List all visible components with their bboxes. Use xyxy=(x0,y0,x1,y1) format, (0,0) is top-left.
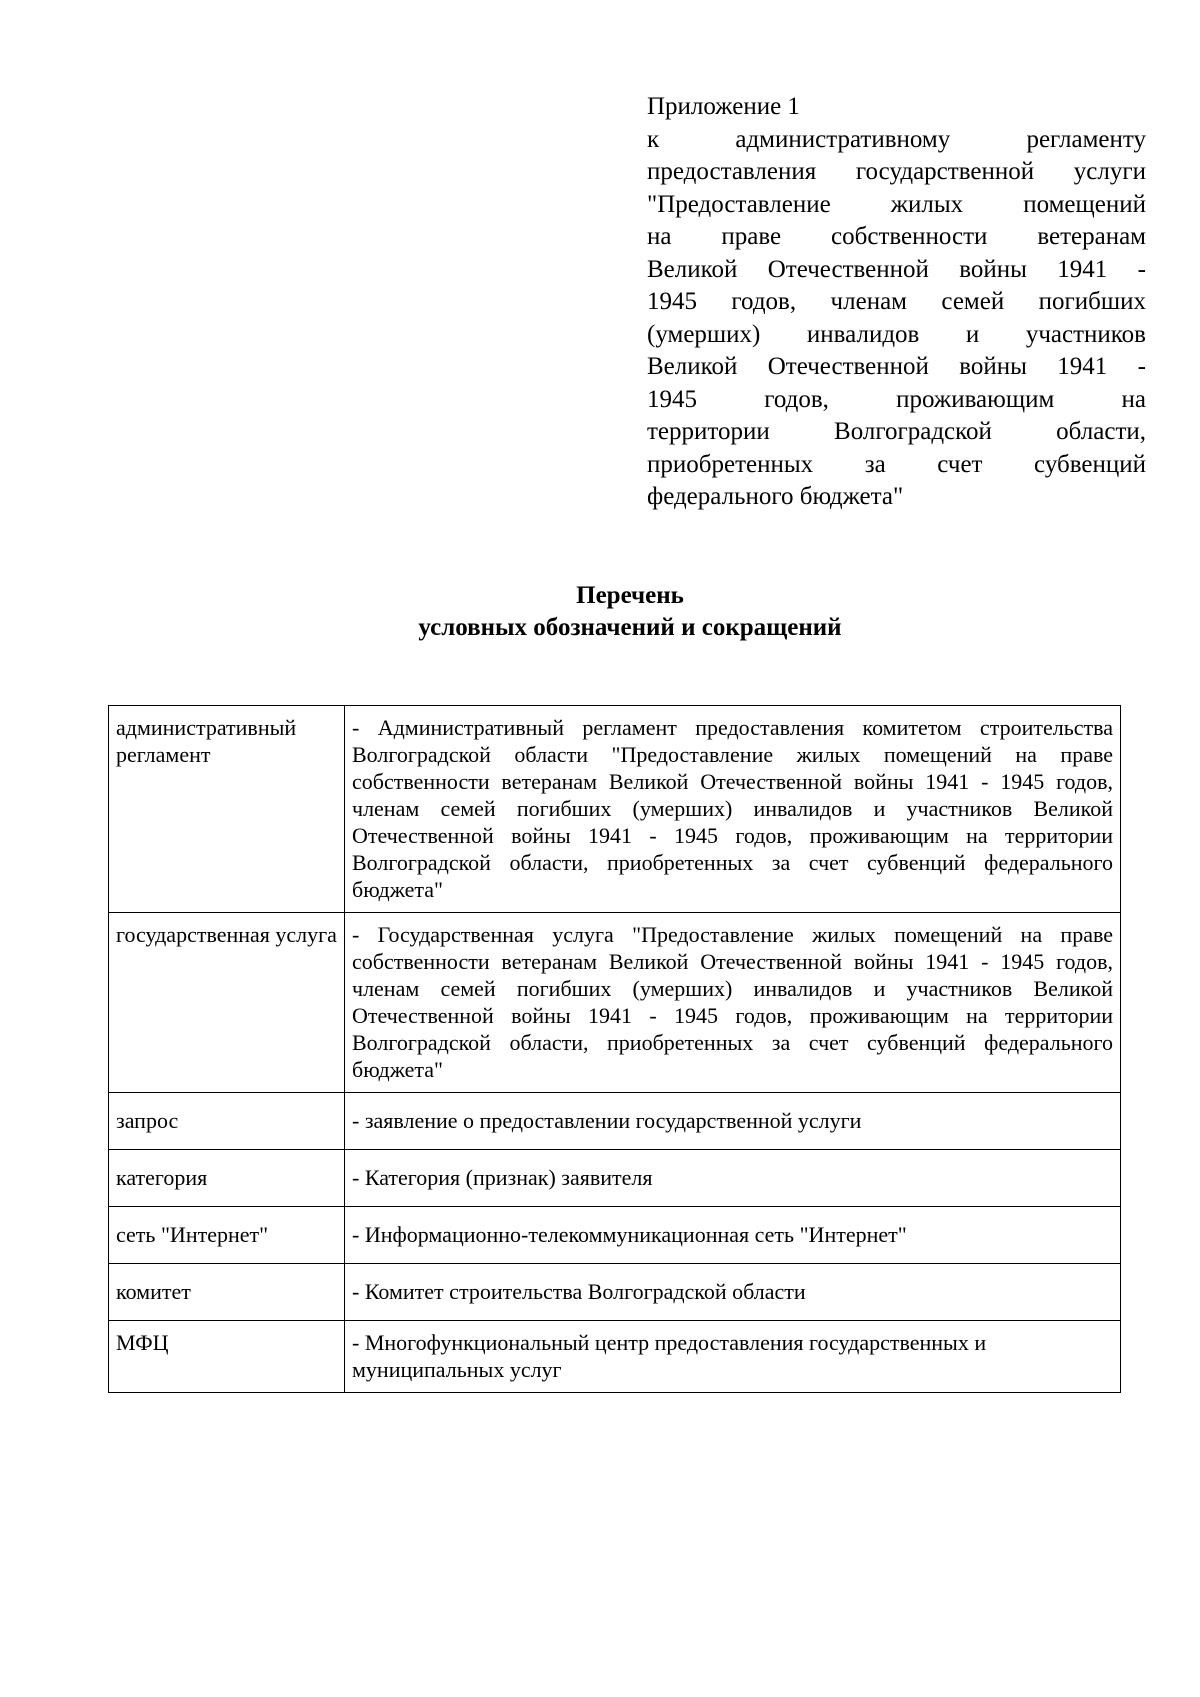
appendix-header xyxy=(647,91,1146,514)
term-cell: государственная услуга xyxy=(109,913,345,1093)
appendix-line: Великой Отечественной войны 1941 - xyxy=(647,353,1146,380)
appendix-line: Великой Отечественной войны 1941 - xyxy=(647,255,1146,283)
table-row xyxy=(109,1321,1121,1393)
appendix-line: территории Волгоградской области, xyxy=(647,418,1146,445)
table-row xyxy=(109,706,1121,913)
term-cell: комитет xyxy=(109,1264,345,1321)
appendix-line: "Предоставление жилых помещений xyxy=(647,190,1146,218)
term-cell: сеть "Интернет" xyxy=(109,1207,345,1264)
definition-cell: - Категория (признак) заявителя xyxy=(345,1150,1121,1207)
table-row xyxy=(109,913,1121,1093)
definition-cell: - Государственная услуга "Предоставление жилых помещений на праве собственности ветеранам Великой Отечественной войны 1941 - 1945 годов, членам семей погибших (умерших) инвалидов и участников Великой Отечественной войны 1941 - 1945 годов, проживающим на территории Волгоградской области, приобретенных за счет субвенций федерального бюджета" xyxy=(345,913,1121,1093)
term-cell: МФЦ xyxy=(109,1321,345,1393)
appendix-line: 1945 годов, членам семей погибших xyxy=(647,288,1146,315)
appendix-line: предоставления государственной услуги xyxy=(647,158,1146,185)
page-title xyxy=(0,580,1200,644)
term-cell: запрос xyxy=(109,1093,345,1150)
table-row xyxy=(109,1150,1121,1207)
definition-cell: - Административный регламент предоставления комитетом строительства Волгоградской области "Предоставление жилых помещений на праве собственности ветеранам Великой Отечественной войны 1941 - 1945 годов, членам семей погибших (умерших) инвалидов и участников Великой Отечественной войны 1941 - 1945 годов, проживающим на территории Волгоградской области, приобретенных за счет субвенций федерального бюджета" xyxy=(345,706,1121,913)
table-row xyxy=(109,1207,1121,1264)
abbreviations-table xyxy=(108,705,1121,1393)
page-title-line-1: Перечень xyxy=(576,582,684,609)
table-row xyxy=(109,1264,1121,1321)
appendix-line: приобретенных за счет субвенций xyxy=(647,450,1146,478)
appendix-line: 1945 годов, проживающим на xyxy=(647,385,1146,413)
term-cell: административный регламент xyxy=(109,706,345,913)
term-cell: категория xyxy=(109,1150,345,1207)
appendix-line: (умерших) инвалидов и участников xyxy=(647,320,1146,348)
definition-cell: - Комитет строительства Волгоградской области xyxy=(345,1264,1121,1321)
appendix-line: на праве собственности ветеранам xyxy=(647,223,1146,250)
definition-cell: - Многофункциональный центр предоставления государственных и муниципальных услуг xyxy=(345,1321,1121,1393)
definition-cell: - Информационно-телекоммуникационная сеть "Интернет" xyxy=(345,1207,1121,1264)
appendix-line: к административному регламенту xyxy=(647,125,1146,153)
table-row xyxy=(109,1093,1121,1150)
page-title-line-2: условных обозначений и сокращений xyxy=(418,614,842,641)
definition-cell: - заявление о предоставлении государственной услуги xyxy=(345,1093,1121,1150)
appendix-line: федерального бюджета" xyxy=(647,483,904,510)
appendix-title: Приложение 1 xyxy=(647,93,800,120)
